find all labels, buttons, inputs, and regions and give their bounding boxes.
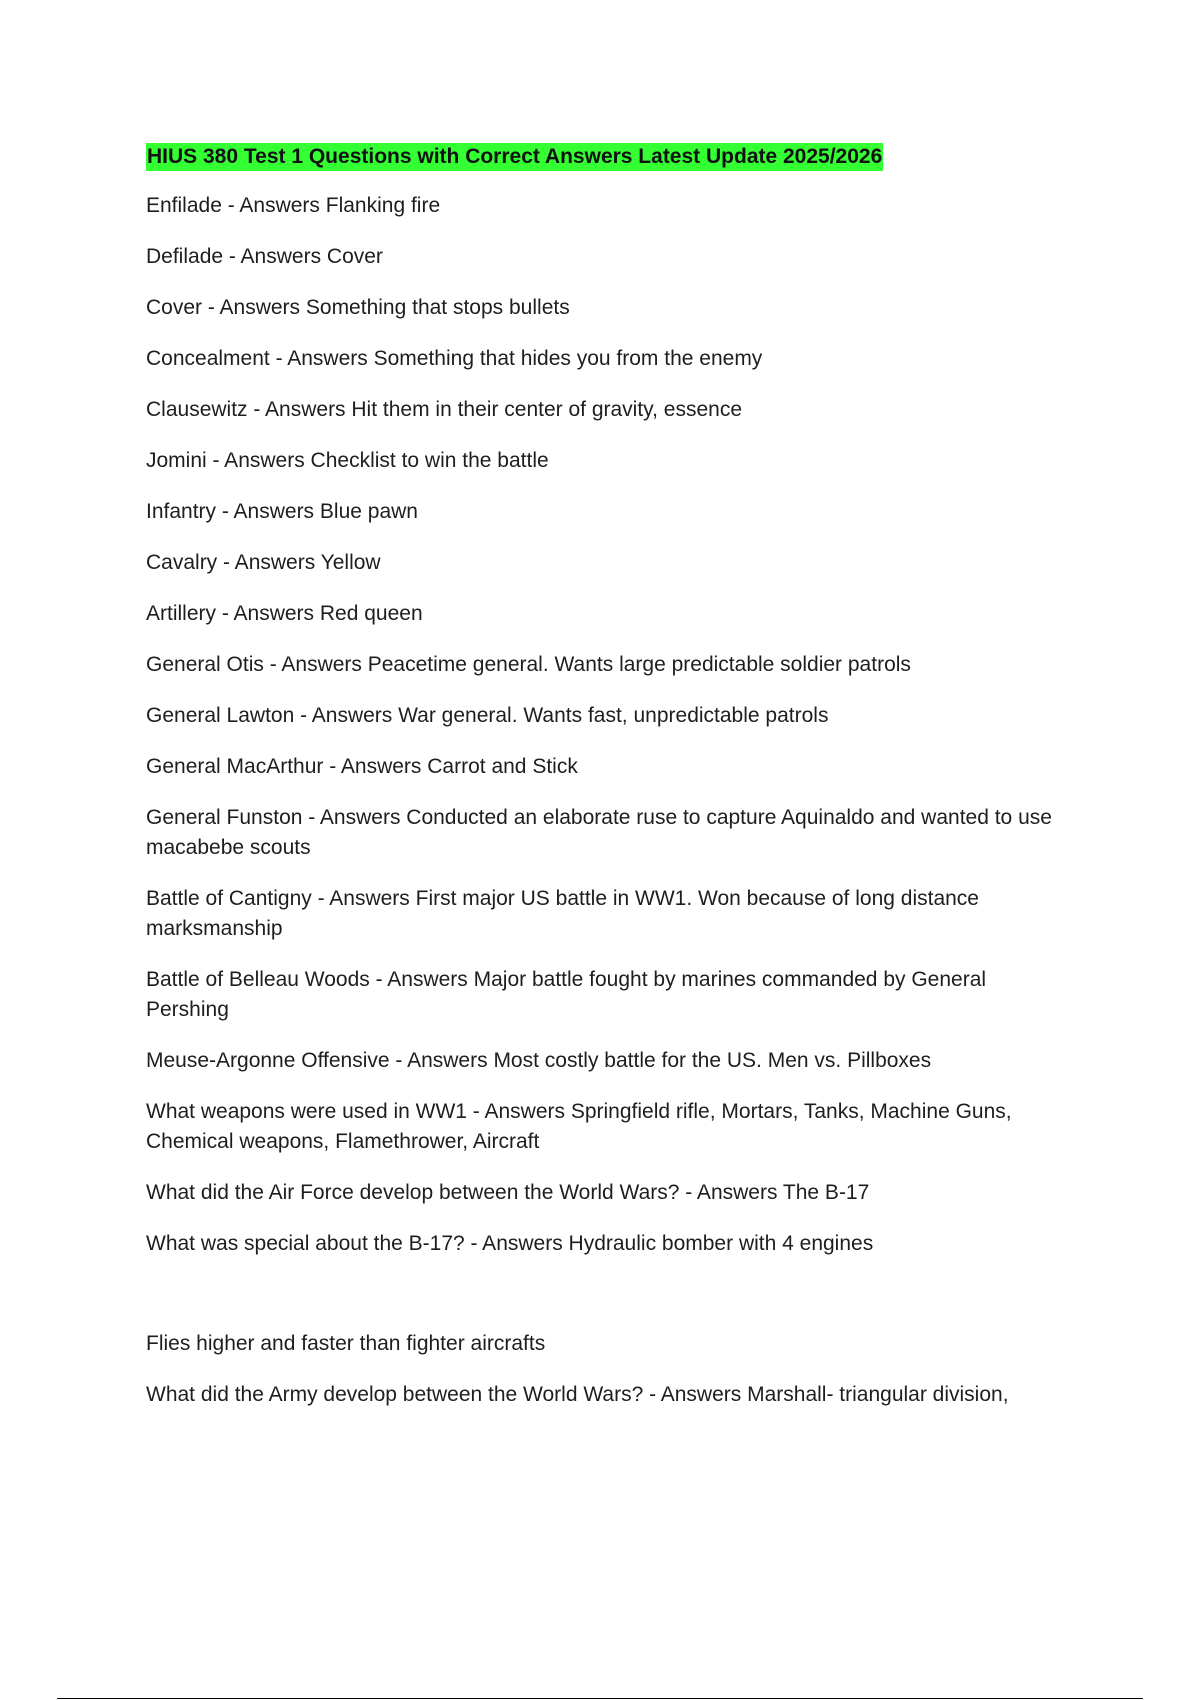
qa-entry: Meuse-Argonne Offensive - Answers Most costly battle for the US. Men vs. Pillboxes [146, 1049, 932, 1072]
qa-entry: Battle of Belleau Woods - Answers Major battle fought by marines commanded by General Pershing [146, 968, 987, 1021]
qa-entry: Artillery - Answers Red queen [146, 602, 423, 625]
qa-entry: Enfilade - Answers Flanking fire [146, 194, 441, 217]
document-title: HIUS 380 Test 1 Questions with Correct Answers Latest Update 2025/2026 [146, 143, 883, 171]
qa-entry: General Otis - Answers Peacetime general. Wants large predictable soldier patrols [146, 653, 911, 676]
qa-entry: What did the Air Force develop between the World Wars? - Answers The B-17 [146, 1181, 870, 1204]
qa-entry: Battle of Cantigny - Answers First major US battle in WW1. Won because of long distance marksmanship [146, 887, 979, 940]
document-content [146, 143, 1066, 1431]
qa-entry: Jomini - Answers Checklist to win the battle [146, 449, 549, 472]
qa-entry: What weapons were used in WW1 - Answers Springfield rifle, Mortars, Tanks, Machine Guns, Chemical weapons, Flamethrower, Aircraft [146, 1100, 1012, 1153]
qa-entry: Defilade - Answers Cover [146, 245, 383, 268]
qa-entry: Cavalry - Answers Yellow [146, 551, 381, 574]
qa-entry: General Lawton - Answers War general. Wants fast, unpredictable patrols [146, 704, 829, 727]
qa-entry-continuation: Flies higher and faster than fighter aircrafts [146, 1332, 546, 1355]
page-bottom-rule [57, 1698, 1143, 1699]
qa-entry: Infantry - Answers Blue pawn [146, 500, 418, 523]
qa-entry: What was special about the B-17? - Answers Hydraulic bomber with 4 engines [146, 1232, 874, 1255]
qa-entry: General Funston - Answers Conducted an elaborate ruse to capture Aquinaldo and wanted to use macabebe scouts [146, 806, 1052, 859]
qa-entry: Clausewitz - Answers Hit them in their center of gravity, essence [146, 398, 743, 421]
qa-entry: Concealment - Answers Something that hides you from the enemy [146, 347, 763, 370]
qa-entry: Cover - Answers Something that stops bullets [146, 296, 570, 319]
qa-entry: What did the Army develop between the World Wars? - Answers Marshall- triangular division, [146, 1383, 1009, 1406]
qa-entry: General MacArthur - Answers Carrot and Stick [146, 755, 578, 778]
